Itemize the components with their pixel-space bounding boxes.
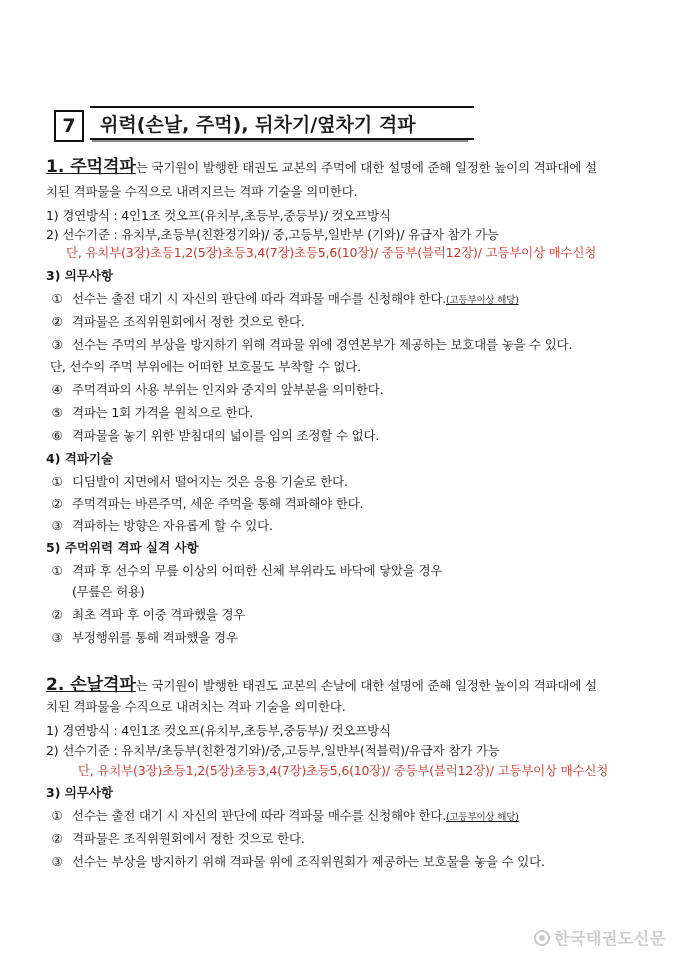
newspaper-logo-icon bbox=[534, 930, 550, 946]
list-item: ① 격파 후 선수의 무릎 이상의 어떠한 신체 부위라도 바닥에 닿았을 경우 bbox=[51, 563, 443, 578]
section1-item2-red: 단, 유치부(3장)초등1,2(5장)초등3,4(7장)초등5,6(10장)/ 중등부(블럭12장)/ 고등부이상 매수신청 bbox=[66, 245, 597, 260]
section1-intro-line2: 치된 격파물을 수직으로 내려지르는 격파 기술을 의미한다. bbox=[46, 184, 358, 199]
section-number: 7 bbox=[62, 115, 76, 137]
section1-duties-head: 3) 의무사항 bbox=[46, 268, 114, 283]
section2-intro-text: 는 국기원이 발행한 태권도 교본의 손날에 대한 설명에 준해 일정한 높이의 격파대에 설 bbox=[135, 678, 597, 693]
section1-intro bbox=[46, 152, 597, 177]
list-item: ① 디딤발이 지면에서 떨어지는 것은 응용 기술로 한다. bbox=[51, 474, 348, 489]
list-item: ① 선수는 출전 대기 시 자신의 판단에 따라 격파물 매수를 신청해야 한다.(고등부이상 해당) bbox=[51, 291, 519, 306]
list-item: ⑥ 격파물을 놓기 위한 받침대의 넓이를 임의 조정할 수 없다. bbox=[51, 428, 380, 443]
list-item: ② 격파물은 조직위원회에서 정한 것으로 한다. bbox=[51, 831, 305, 846]
section-number-box bbox=[54, 110, 84, 142]
section1-intro-text: 는 국기원이 발행한 태권도 교본의 주먹에 대한 설명에 준해 일정한 높이의 격파대에 설 bbox=[135, 160, 597, 175]
list-item: (무릎은 허용) bbox=[72, 584, 145, 599]
section2-item2-red: 단, 유치부(3장)초등1,2(5장)초등3,4(7장)초등5,6(10장)/ 중등부(블럭12장)/ 고등부이상 매수신청 bbox=[78, 763, 609, 778]
section2-heading: 2. 손날격파 bbox=[46, 675, 136, 695]
list-item: ④ 주먹격파의 사용 부위는 인지와 중지의 앞부분을 의미한다. bbox=[51, 382, 384, 397]
section2-item2: 2) 선수기준 : 유치부/초등부(친환경기와)/중,고등부,일반부(적블럭)/유급자 참가 가능 bbox=[46, 743, 500, 758]
note: (고등부이상 해당) bbox=[446, 812, 519, 823]
section1-item1: 1) 경연방식 : 4인1조 컷오프(유치부,초등부,중등부)/ 컷오프방식 bbox=[46, 208, 391, 223]
section1-item2: 2) 선수기준 : 유치부,초등부(친환경기와)/ 중,고등부,일반부 (기와)/ 유급자 참가 가능 bbox=[46, 227, 499, 242]
list-item: ③ 격파하는 방향은 자유롭게 할 수 있다. bbox=[51, 518, 273, 533]
section1-fail-head: 5) 주먹위력 격파 실격 사항 bbox=[46, 540, 199, 555]
watermark bbox=[534, 926, 666, 949]
note: (고등부이상 해당) bbox=[446, 295, 519, 306]
list-item: 단, 선수의 주먹 부위에는 어떠한 보호물도 부착할 수 없다. bbox=[50, 359, 361, 374]
section2-item1: 1) 경연방식 : 4인1조 컷오프(유치부,초등부,중등부)/ 컷오프방식 bbox=[46, 723, 391, 738]
list-item: ② 최초 격파 후 이중 격파했을 경우 bbox=[51, 607, 246, 622]
section1-tech-head: 4) 격파기술 bbox=[46, 451, 114, 466]
page-title: 위력(손날, 주먹), 뒤차기/옆차기 격파 bbox=[90, 106, 474, 140]
list-item: ③ 부정행위를 통해 격파했을 경우 bbox=[51, 630, 238, 645]
list-item: ⑤ 격파는 1회 가격을 원칙으로 한다. bbox=[51, 405, 253, 420]
watermark-text: 한국태권도신문 bbox=[554, 929, 666, 948]
title-underline bbox=[92, 140, 468, 142]
section2-intro bbox=[46, 670, 597, 695]
section1-heading: 1. 주먹격파 bbox=[46, 157, 136, 177]
section2-duties-head: 3) 의무사항 bbox=[46, 785, 114, 800]
list-item: ② 주먹격파는 바른주먹, 세운 주먹을 통해 격파해야 한다. bbox=[51, 496, 364, 511]
section2-intro-line2: 치된 격파물을 수직으로 내려치는 격파 기술을 의미한다. bbox=[46, 699, 346, 714]
list-item: ③ 선수는 부상을 방지하기 위해 격파물 위에 조직위원회가 제공하는 보호물을 놓을 수 있다. bbox=[51, 854, 545, 869]
list-item: ① 선수는 출전 대기 시 자신의 판단에 따라 격파물 매수를 신청해야 한다.(고등부이상 해당) bbox=[51, 808, 519, 823]
list-item: ③ 선수는 주먹의 부상을 방지하기 위해 격파물 위에 경연본부가 제공하는 보호대를 놓을 수 있다. bbox=[51, 337, 573, 352]
list-item: ② 격파물은 조직위원회에서 정한 것으로 한다. bbox=[51, 314, 305, 329]
